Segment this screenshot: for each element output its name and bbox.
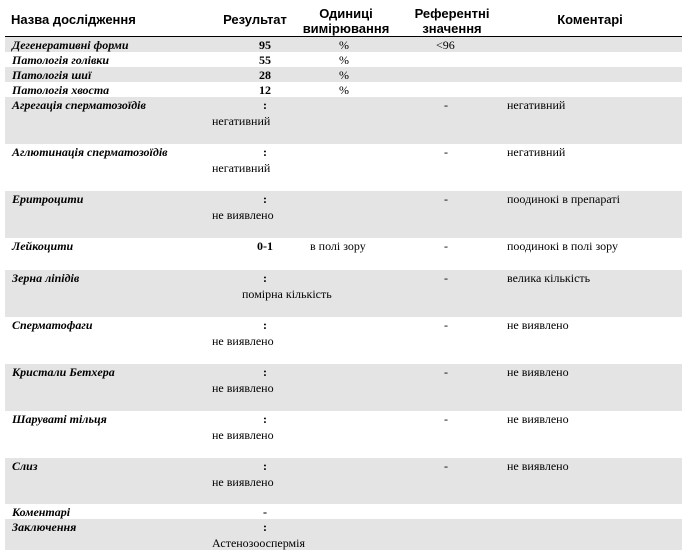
row-name: Патологія шиї: [12, 68, 92, 82]
row-reference: -: [444, 318, 448, 332]
row-result: 95: [259, 38, 271, 52]
row-name: Коментарі: [12, 505, 71, 519]
row-result-value: не виявлено: [212, 334, 274, 348]
table-row: [5, 67, 682, 82]
row-reference: -: [444, 365, 448, 379]
row-result-value: помірна кількість: [242, 287, 332, 301]
row-comment: не виявлено: [507, 318, 569, 332]
table-row: [5, 519, 682, 550]
row-comment: не виявлено: [507, 412, 569, 426]
row-reference: -: [444, 412, 448, 426]
row-result-value: негативний: [212, 161, 271, 175]
row-result: :: [263, 459, 267, 473]
row-result-value: Астенозооспермія: [212, 536, 305, 550]
row-result: 0-1: [257, 239, 273, 253]
row-name: Зерна ліпідів: [12, 271, 80, 285]
row-unit: %: [339, 83, 349, 97]
table-row: [5, 82, 682, 97]
row-reference: <96: [436, 38, 455, 52]
row-result: 28: [259, 68, 271, 82]
row-result: :: [263, 271, 267, 285]
row-comment: не виявлено: [507, 459, 569, 473]
row-unit: %: [339, 68, 349, 82]
row-name: Дегенеративні форми: [12, 38, 129, 52]
table-row: [5, 458, 682, 504]
table-row: [5, 504, 682, 519]
row-result: :: [263, 192, 267, 206]
row-name: Аглютинація сперматозоїдів: [12, 145, 168, 159]
table-row: [5, 317, 682, 364]
header-units: Одиниці вимірювання: [302, 6, 390, 36]
row-comment: поодинокі в препараті: [507, 192, 620, 206]
row-reference: -: [444, 239, 448, 253]
row-result: :: [263, 365, 267, 379]
row-name: Еритроцити: [12, 192, 84, 206]
row-comment: негативний: [507, 98, 566, 112]
row-result: :: [263, 412, 267, 426]
header-reference: Референтні значення: [414, 6, 490, 36]
row-name: Агрегація сперматозоїдів: [12, 98, 146, 112]
row-result-value: не виявлено: [212, 381, 274, 395]
row-name: Лейкоцити: [12, 239, 74, 253]
row-comment: поодинокі в полі зору: [507, 239, 618, 253]
row-name: Сперматофаги: [12, 318, 93, 332]
row-reference: -: [444, 192, 448, 206]
row-reference: -: [444, 98, 448, 112]
row-result: :: [263, 145, 267, 159]
row-unit: в полі зору: [310, 239, 366, 253]
row-result-value: не виявлено: [212, 475, 274, 489]
row-unit: %: [339, 38, 349, 52]
row-reference: -: [444, 145, 448, 159]
table-row: [5, 364, 682, 411]
table-header: [5, 0, 682, 37]
table-row: [5, 238, 682, 270]
row-name: Слиз: [12, 459, 38, 473]
row-result-value: не виявлено: [212, 208, 274, 222]
row-result-value: не виявлено: [212, 428, 274, 442]
row-result: -: [263, 505, 267, 519]
row-result-value: негативний: [212, 114, 271, 128]
row-reference: -: [444, 459, 448, 473]
table-row: [5, 191, 682, 238]
table-row: [5, 411, 682, 458]
row-result: :: [263, 98, 267, 112]
header-name: Назва дослідження: [11, 12, 136, 27]
row-result: :: [263, 520, 267, 534]
table-row: [5, 97, 682, 144]
table-row: [5, 52, 682, 67]
row-name: Патологія голівки: [12, 53, 110, 67]
table-row: [5, 144, 682, 191]
row-result: 12: [259, 83, 271, 97]
table-row: [5, 270, 682, 317]
row-comment: не виявлено: [507, 365, 569, 379]
header-comments: Коментарі: [557, 12, 623, 27]
table-row: [5, 37, 682, 52]
row-comment: негативний: [507, 145, 566, 159]
row-unit: %: [339, 53, 349, 67]
row-result: :: [263, 318, 267, 332]
row-name: Патологія хвоста: [12, 83, 110, 97]
row-comment: велика кількість: [507, 271, 591, 285]
row-name: Кристали Бетхера: [12, 365, 115, 379]
row-result: 55: [259, 53, 271, 67]
row-name: Шаруваті тільця: [12, 412, 107, 426]
header-result: Результат: [223, 12, 287, 27]
row-name: Заключення: [12, 520, 77, 534]
row-reference: -: [444, 271, 448, 285]
